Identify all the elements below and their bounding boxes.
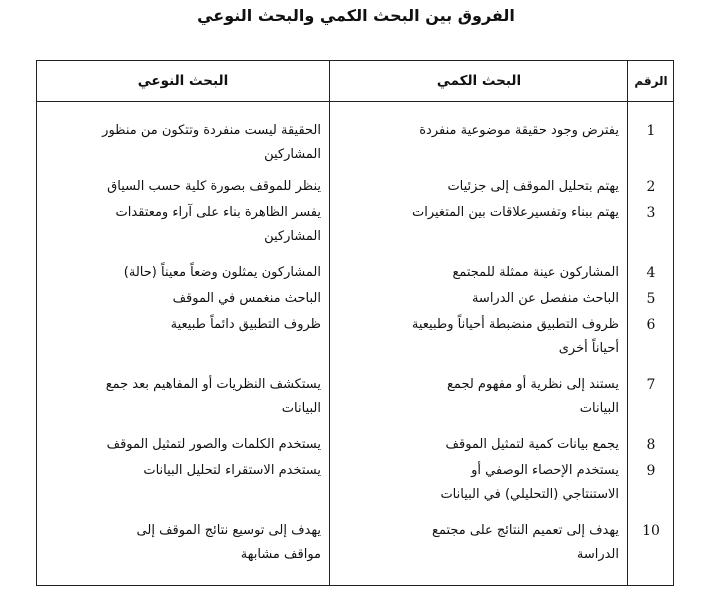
row-number: 6: [646, 317, 656, 333]
row-number: 2: [646, 179, 656, 195]
qualitative-cell-line: يهدف إلى توسيع نتائج الموقف إلى: [136, 523, 321, 538]
qualitative-cell-line: البيانات: [281, 401, 321, 416]
qualitative-cell-line: مواقف مشابهة: [240, 547, 321, 562]
qualitative-cell-line: يستكشف النظريات أو المفاهيم بعد جمع: [105, 377, 321, 392]
page-title: الفروق بين البحث الكمي والبحث النوعي: [197, 6, 515, 25]
row-number: 4: [646, 265, 656, 281]
quantitative-cell-line: المشاركون عينة ممثلة للمجتمع: [452, 265, 619, 280]
quantitative-cell-line: يهتم بتحليل الموقف إلى جزئيات: [447, 179, 619, 194]
row-number: 5: [646, 291, 656, 307]
quantitative-cell-line: يستند إلى نظرية أو مفهوم لجمع: [447, 377, 619, 392]
quantitative-cell-line: الباحث منفصل عن الدراسة: [471, 291, 619, 306]
qualitative-cell-line: ظروف التطبيق دائماً طبيعية: [170, 317, 321, 332]
row-number: 3: [646, 205, 656, 221]
qualitative-cell-line: يستخدم الاستقراء لتحليل البيانات: [143, 463, 321, 478]
row-number: 8: [646, 437, 656, 453]
qualitative-cell-line: الحقيقة ليست منفردة وتتكون من منظور: [102, 123, 321, 138]
quantitative-cell-line: يهدف إلى تعميم النتائج على مجتمع: [432, 523, 619, 538]
quantitative-cell-line: أحياناً أخرى: [558, 341, 619, 356]
qualitative-cell-line: ينظر للموقف بصورة كلية حسب السياق: [107, 179, 321, 194]
qualitative-cell-line: يستخدم الكلمات والصور لتمثيل الموقف: [106, 437, 321, 452]
quantitative-cell-line: يجمع بيانات كمية لتمثيل الموقف: [445, 437, 619, 452]
header-qualitative: البحث النوعي: [137, 73, 229, 89]
quantitative-cell-line: يفترض وجود حقيقة موضوعية منفردة: [419, 123, 619, 138]
quantitative-cell-line: البيانات: [579, 401, 619, 416]
quantitative-cell-line: يهتم ببناء وتفسيرعلاقات بين المتغيرات: [411, 205, 619, 220]
column-divider: [329, 61, 330, 585]
row-number: 9: [646, 463, 656, 479]
comparison-table: [36, 60, 674, 586]
column-divider: [627, 61, 628, 585]
header-divider: [37, 101, 673, 102]
quantitative-cell-line: الاستنتاجي (التحليلي) في البيانات: [440, 487, 619, 502]
qualitative-cell-line: الباحث منغمس في الموقف: [172, 291, 321, 306]
row-number: 10: [642, 523, 660, 539]
row-number: 1: [646, 123, 656, 139]
qualitative-cell-line: المشاركين: [264, 229, 321, 244]
qualitative-cell-line: يفسر الظاهرة بناء على آراء ومعتقدات: [115, 205, 321, 220]
qualitative-cell-line: المشاركين: [264, 147, 321, 162]
quantitative-cell-line: الدراسة: [576, 547, 619, 562]
header-number: الرقم: [634, 74, 668, 88]
quantitative-cell-line: ظروف التطبيق منضبطة أحياناً وطبيعية: [411, 317, 619, 332]
qualitative-cell-line: المشاركون يمثلون وضعاً معيناً (حالة): [123, 265, 321, 280]
header-quantitative: البحث الكمي: [436, 73, 522, 89]
quantitative-cell-line: يستخدم الإحصاء الوصفي أو: [471, 463, 619, 478]
row-number: 7: [646, 377, 656, 393]
